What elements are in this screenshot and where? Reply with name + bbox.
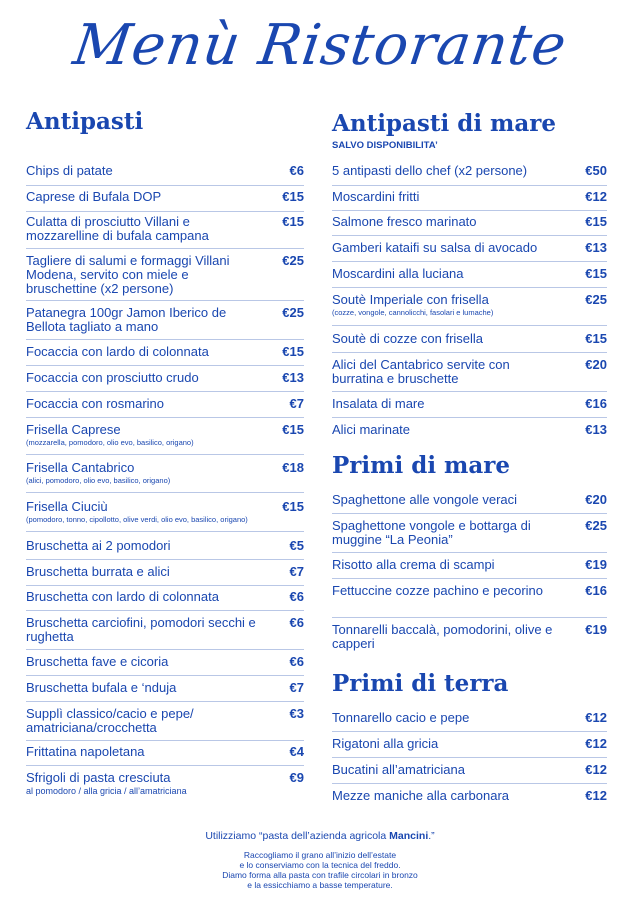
divider xyxy=(332,783,607,784)
divider xyxy=(332,731,607,732)
footer-pasta-line xyxy=(0,830,640,842)
item-price: €7 xyxy=(289,680,304,695)
menu-item xyxy=(26,423,304,448)
item-name: Frisella Cantabrico xyxy=(26,460,135,475)
footer-note-2: e lo conserviamo con la tecnica del freddo. xyxy=(239,860,401,870)
item-name: Chips di patate xyxy=(26,163,113,178)
item-price: €3 xyxy=(289,706,304,721)
item-name: Focaccia con lardo di colonnata xyxy=(26,344,209,359)
item-price: €9 xyxy=(289,770,304,785)
footer-brand: Mancini xyxy=(389,830,429,842)
menu-item xyxy=(332,332,607,346)
footer-pre: Utilizziamo “pasta dell’azienda agricola xyxy=(205,830,390,842)
divider xyxy=(26,248,304,249)
menu-item xyxy=(332,558,607,572)
item-note: (alici, pomodoro, olio evo, basilico, origano) xyxy=(26,476,171,485)
menu-item xyxy=(26,345,304,359)
item-name: Mezze maniche alla carbonara xyxy=(332,788,510,803)
menu-item xyxy=(332,164,607,178)
item-price: €15 xyxy=(585,214,607,229)
item-note: (cozze, vongole, cannolicchi, fasolari e lumache) xyxy=(332,308,494,317)
item-name: Culatta di prosciutto Villani e mozzarelline di bufala campana xyxy=(26,214,209,243)
divider xyxy=(26,365,304,366)
availability-note: SALVO DISPONIBILITA’ xyxy=(332,140,438,151)
item-name: Alici del Cantabrico servite con burratina e bruschette xyxy=(332,357,510,386)
item-name: Tonnarello cacio e pepe xyxy=(332,710,470,725)
item-price: €16 xyxy=(585,583,607,598)
menu-item xyxy=(26,771,304,796)
item-price: €12 xyxy=(585,710,607,725)
menu-item xyxy=(332,789,607,803)
footer-note-1: Raccogliamo il grano all’inizio dell’estate xyxy=(243,850,397,860)
menu-item xyxy=(332,623,607,651)
menu-item xyxy=(26,616,304,644)
item-note: (pomodoro, tonno, cipollotto, olive verdi, olio evo, basilico, origano) xyxy=(26,515,248,524)
item-price: €4 xyxy=(289,744,304,759)
item-name: Insalata di mare xyxy=(332,396,425,411)
item-price: €25 xyxy=(282,253,304,268)
footer-note-4: e la essicchiamo a basse temperature. xyxy=(247,880,393,890)
item-price: €15 xyxy=(282,344,304,359)
item-name: 5 antipasti dello chef (x2 persone) xyxy=(332,163,528,178)
item-price: €15 xyxy=(282,189,304,204)
menu-item xyxy=(26,397,304,411)
item-name: Soutè di cozze con frisella xyxy=(332,331,484,346)
menu-item xyxy=(332,493,607,507)
item-price: €12 xyxy=(585,189,607,204)
divider xyxy=(26,391,304,392)
menu-item xyxy=(26,461,304,486)
item-price: €25 xyxy=(585,292,607,307)
item-name: Gamberi kataifi su salsa di avocado xyxy=(332,240,538,255)
divider xyxy=(332,617,607,618)
footer-post: .” xyxy=(428,830,435,842)
item-price: €7 xyxy=(289,564,304,579)
item-price: €15 xyxy=(585,331,607,346)
item-name: Soutè Imperiale con frisella xyxy=(332,292,489,307)
item-note: al pomodoro / alla gricia / all’amatriciana xyxy=(26,786,187,796)
divider xyxy=(26,675,304,676)
item-name: Moscardini alla luciana xyxy=(332,266,464,281)
item-name: Tonnarelli baccalà, pomodorini, olive e capperi xyxy=(332,622,553,651)
item-name: Frittatina napoletana xyxy=(26,744,145,759)
divider xyxy=(26,339,304,340)
item-price: €6 xyxy=(289,654,304,669)
menu-item xyxy=(332,584,607,598)
divider xyxy=(26,300,304,301)
menu-item xyxy=(26,371,304,385)
menu-item xyxy=(332,519,607,547)
item-price: €15 xyxy=(282,422,304,437)
item-price: €15 xyxy=(282,214,304,229)
item-name: Bruschetta carciofini, pomodori secchi e rughetta xyxy=(26,615,256,644)
divider xyxy=(26,211,304,212)
menu-item xyxy=(332,397,607,411)
footer-note-3: Diamo forma alla pasta con trafile circolari in bronzo xyxy=(222,870,418,880)
item-price: €12 xyxy=(585,736,607,751)
item-price: €13 xyxy=(585,422,607,437)
menu-item xyxy=(26,190,304,204)
divider xyxy=(26,417,304,418)
item-price: €7 xyxy=(289,396,304,411)
menu-item xyxy=(26,215,304,243)
menu-item xyxy=(332,763,607,777)
menu-item xyxy=(332,358,607,386)
divider xyxy=(332,552,607,553)
item-name: Bruschetta con lardo di colonnata xyxy=(26,589,219,604)
item-name: Alici marinate xyxy=(332,422,411,437)
section-heading-antipasti: Antipasti xyxy=(26,108,144,135)
menu-item xyxy=(26,681,304,695)
divider xyxy=(26,531,304,532)
section-heading-primi-mare: Primi di mare xyxy=(332,452,511,479)
item-name: Bruschetta ai 2 pomodori xyxy=(26,538,171,553)
item-name: Frisella Caprese xyxy=(26,422,121,437)
item-name: Bruschetta bufala e ‘nduja xyxy=(26,680,177,695)
divider xyxy=(26,559,304,560)
item-price: €5 xyxy=(289,538,304,553)
menu-item xyxy=(26,590,304,604)
divider xyxy=(26,610,304,611)
item-name: Spaghettone alle vongole veraci xyxy=(332,492,518,507)
item-price: €6 xyxy=(289,589,304,604)
item-name: Risotto alla crema di scampi xyxy=(332,557,495,572)
item-price: €20 xyxy=(585,492,607,507)
divider xyxy=(332,417,607,418)
item-price: €19 xyxy=(585,557,607,572)
divider xyxy=(26,701,304,702)
item-price: €6 xyxy=(289,615,304,630)
menu-item xyxy=(332,423,607,437)
divider xyxy=(332,185,607,186)
divider xyxy=(26,454,304,455)
item-name: Bruschetta fave e cicoria xyxy=(26,654,169,669)
menu-item xyxy=(332,293,607,318)
section-heading-antipasti-mare: Antipasti di mare xyxy=(332,110,557,137)
divider xyxy=(332,325,607,326)
item-name: Focaccia con rosmarino xyxy=(26,396,164,411)
divider xyxy=(332,287,607,288)
menu-title: Menù Ristorante xyxy=(69,13,571,78)
item-price: €12 xyxy=(585,788,607,803)
divider xyxy=(332,210,607,211)
menu-item xyxy=(26,565,304,579)
item-name: Moscardini fritti xyxy=(332,189,420,204)
item-price: €18 xyxy=(282,460,304,475)
item-name: Patanegra 100gr Jamon Iberico de Bellota tagliato a mano xyxy=(26,305,227,334)
item-price: €25 xyxy=(282,305,304,320)
item-price: €13 xyxy=(585,240,607,255)
item-name: Bruschetta burrata e alici xyxy=(26,564,170,579)
item-price: €13 xyxy=(282,370,304,385)
item-name: Caprese di Bufala DOP xyxy=(26,189,162,204)
divider xyxy=(332,352,607,353)
item-name: Tagliere di salumi e formaggi Villani Modena, servito con miele e bruschettine (x2 persone) xyxy=(26,253,230,296)
divider xyxy=(332,391,607,392)
menu-item xyxy=(332,737,607,751)
divider xyxy=(332,261,607,262)
divider xyxy=(332,235,607,236)
item-name: Spaghettone vongole e bottarga di muggine “La Peonia” xyxy=(332,518,531,547)
item-name: Salmone fresco marinato xyxy=(332,214,477,229)
menu-item xyxy=(332,711,607,725)
item-name: Sfrigoli di pasta cresciuta xyxy=(26,770,171,785)
item-price: €15 xyxy=(585,266,607,281)
menu-item xyxy=(26,539,304,553)
item-price: €25 xyxy=(585,518,607,533)
menu-item xyxy=(26,655,304,669)
divider xyxy=(332,513,607,514)
menu-item xyxy=(332,190,607,204)
menu-item xyxy=(26,306,304,334)
item-price: €6 xyxy=(289,163,304,178)
item-name: Fettuccine cozze pachino e pecorino xyxy=(332,583,544,598)
item-name: Focaccia con prosciutto crudo xyxy=(26,370,199,385)
divider xyxy=(26,765,304,766)
divider xyxy=(332,757,607,758)
divider xyxy=(26,649,304,650)
item-name: Frisella Ciuciù xyxy=(26,499,108,514)
footer xyxy=(0,830,640,890)
menu-item xyxy=(26,500,304,525)
menu-item xyxy=(332,215,607,229)
divider xyxy=(26,185,304,186)
item-price: €19 xyxy=(585,622,607,637)
item-note: (mozzarella, pomodoro, olio evo, basilico, origano) xyxy=(26,438,194,447)
item-price: €12 xyxy=(585,762,607,777)
item-price: €15 xyxy=(282,499,304,514)
menu-item xyxy=(26,745,304,759)
menu-item xyxy=(26,254,304,296)
item-name: Rigatoni alla gricia xyxy=(332,736,439,751)
item-name: Bucatini all’amatriciana xyxy=(332,762,465,777)
divider xyxy=(26,740,304,741)
section-heading-primi-terra: Primi di terra xyxy=(332,670,509,697)
item-price: €20 xyxy=(585,357,607,372)
divider xyxy=(26,585,304,586)
item-name: Supplì classico/cacio e pepe/ amatriciana/crocchetta xyxy=(26,706,194,735)
menu-item xyxy=(332,267,607,281)
divider xyxy=(332,578,607,579)
divider xyxy=(26,492,304,493)
item-price: €50 xyxy=(585,163,607,178)
item-price: €16 xyxy=(585,396,607,411)
menu-item xyxy=(332,241,607,255)
menu-item xyxy=(26,707,304,735)
menu-item xyxy=(26,164,304,178)
